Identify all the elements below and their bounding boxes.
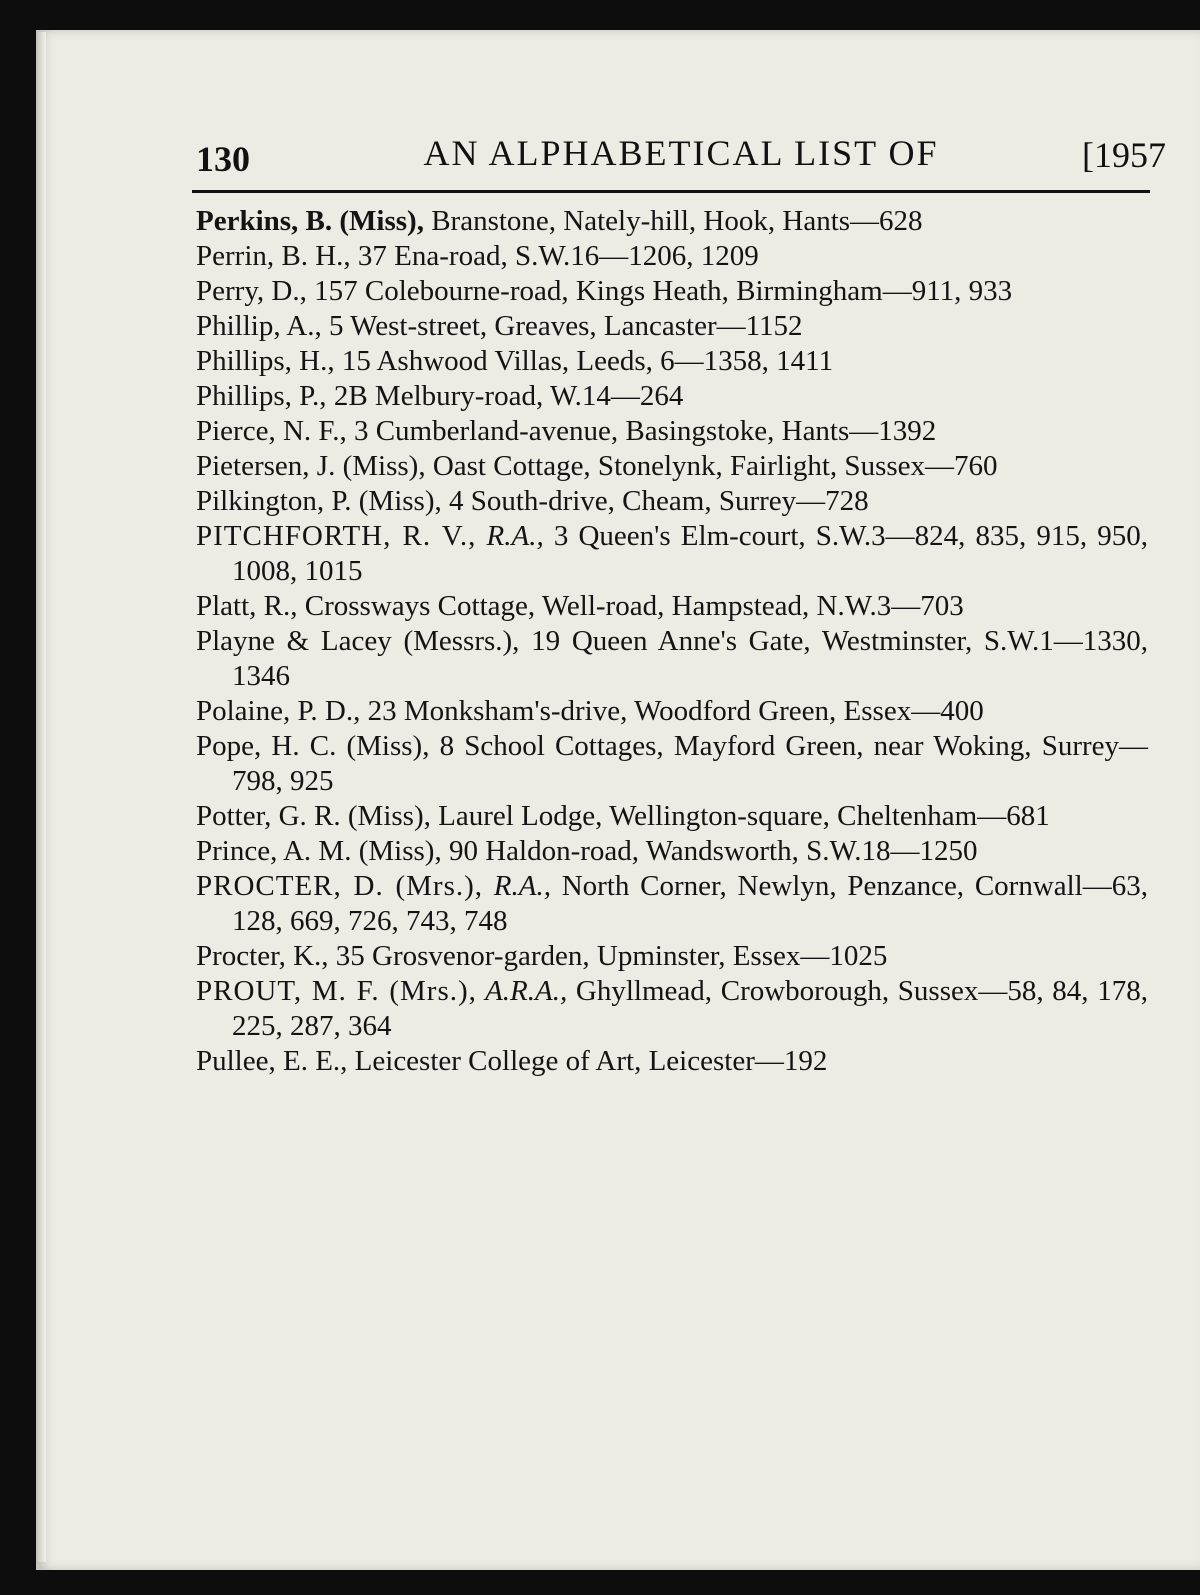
entry-name: Prince, A. M. (Miss), (196, 835, 442, 867)
directory-entry (196, 484, 1148, 519)
directory-entry (196, 414, 1148, 449)
directory-entry (196, 869, 1148, 939)
entry-name: Playne & Lacey (Messrs.), (196, 625, 520, 657)
entry-address: 157 Colebourne-road, Kings Heath, Birmingham—911, 933 (306, 275, 1013, 307)
header-rule (192, 190, 1150, 193)
entry-address: Branstone, Nately-hill, Hook, Hants—628 (423, 205, 923, 237)
entry-address: 4 South-drive, Cheam, Surrey—728 (441, 485, 869, 517)
entry-list (196, 204, 1148, 1079)
entry-name: Procter, K., (196, 940, 329, 972)
entry-address: 8 School Cottages, Mayford Green, near Woking, Surrey—798, 925 (232, 730, 1149, 797)
entry-address: 2B Melbury-road, W.14—264 (326, 380, 684, 412)
page-gutter (38, 32, 46, 1562)
directory-entry (196, 239, 1148, 274)
directory-entry (196, 799, 1148, 834)
entry-rank: R.A., (483, 870, 551, 902)
directory-entry (196, 694, 1148, 729)
entry-address: 5 West-street, Greaves, Lancaster—1152 (321, 310, 803, 342)
directory-entry (196, 834, 1148, 869)
entry-address: Laurel Lodge, Wellington-square, Cheltenham—681 (430, 800, 1050, 832)
entry-address: Crossways Cottage, Well-road, Hampstead, N.W.3—703 (297, 590, 964, 622)
entry-address: Leicester College of Art, Leicester—192 (347, 1045, 828, 1077)
entry-name: Phillips, P., (196, 380, 327, 412)
entry-name: Pietersen, J. (Miss), (196, 450, 426, 482)
entry-address: 3 Cumberland-avenue, Basingstoke, Hants—1392 (346, 415, 937, 447)
entry-name: PROCTER, D. (Mrs.), (196, 870, 484, 902)
entry-name: Perrin, B. H., (196, 240, 351, 272)
running-title: AN ALPHABETICAL LIST OF (423, 133, 939, 173)
directory-entry (196, 379, 1148, 414)
entry-address: Ghyllmead, Crowborough, Sussex—58, 84, 178, 225, 287, 364 (232, 975, 1149, 1042)
directory-entry (196, 344, 1148, 379)
entry-name: PROUT, M. F. (Mrs.), (196, 975, 477, 1007)
entry-address: North Corner, Newlyn, Penzance, Cornwall—63, 128, 669, 726, 743, 748 (232, 870, 1148, 937)
directory-entry (196, 204, 1148, 239)
directory-entry (196, 974, 1148, 1044)
entry-name: Pullee, E. E., (196, 1045, 348, 1077)
directory-entry (196, 624, 1148, 694)
directory-entry (196, 519, 1148, 589)
entry-address: 37 Ena-road, S.W.16—1206, 1209 (350, 240, 759, 272)
entry-address: 90 Haldon-road, Wandsworth, S.W.18—1250 (441, 835, 978, 867)
directory-entry (196, 939, 1148, 974)
directory-entry (196, 274, 1148, 309)
directory-entry (196, 309, 1148, 344)
entry-address: Oast Cottage, Stonelynk, Fairlight, Sussex—760 (425, 450, 998, 482)
entry-name: Pierce, N. F., (196, 415, 347, 447)
directory-entry (196, 449, 1148, 484)
entry-name: Phillips, H., (196, 345, 335, 377)
entry-name: Platt, R., (196, 590, 298, 622)
directory-entry (196, 589, 1148, 624)
entry-name: Phillip, A., (196, 310, 322, 342)
entry-address: 3 Queen's Elm-court, S.W.3—824, 835, 915, 950, 1008, 1015 (232, 520, 1148, 587)
entry-name: Perkins, B. (Miss), (196, 205, 424, 237)
page-header (196, 132, 1166, 184)
entry-rank: R.A., (476, 520, 544, 552)
directory-entry (196, 729, 1148, 799)
entry-name: Pope, H. C. (Miss), (196, 730, 430, 762)
entry-name: PITCHFORTH, R. V., (196, 520, 477, 552)
year-mark: [1957 (1082, 135, 1166, 175)
entry-name: Perry, D., (196, 275, 307, 307)
entry-address: 19 Queen Anne's Gate, Westminster, S.W.1—1330, 1346 (232, 625, 1148, 692)
page-number: 130 (196, 139, 250, 179)
entry-address: 23 Monksham's-drive, Woodford Green, Essex—400 (360, 695, 984, 727)
directory-entry (196, 1044, 1148, 1079)
entry-address: 15 Ashwood Villas, Leeds, 6—1358, 1411 (334, 345, 834, 377)
entry-address: 35 Grosvenor-garden, Upminster, Essex—1025 (328, 940, 888, 972)
entry-name: Polaine, P. D., (196, 695, 361, 727)
entry-name: Pilkington, P. (Miss), (196, 485, 442, 517)
entry-name: Potter, G. R. (Miss), (196, 800, 431, 832)
entry-rank: A.R.A., (476, 975, 568, 1007)
